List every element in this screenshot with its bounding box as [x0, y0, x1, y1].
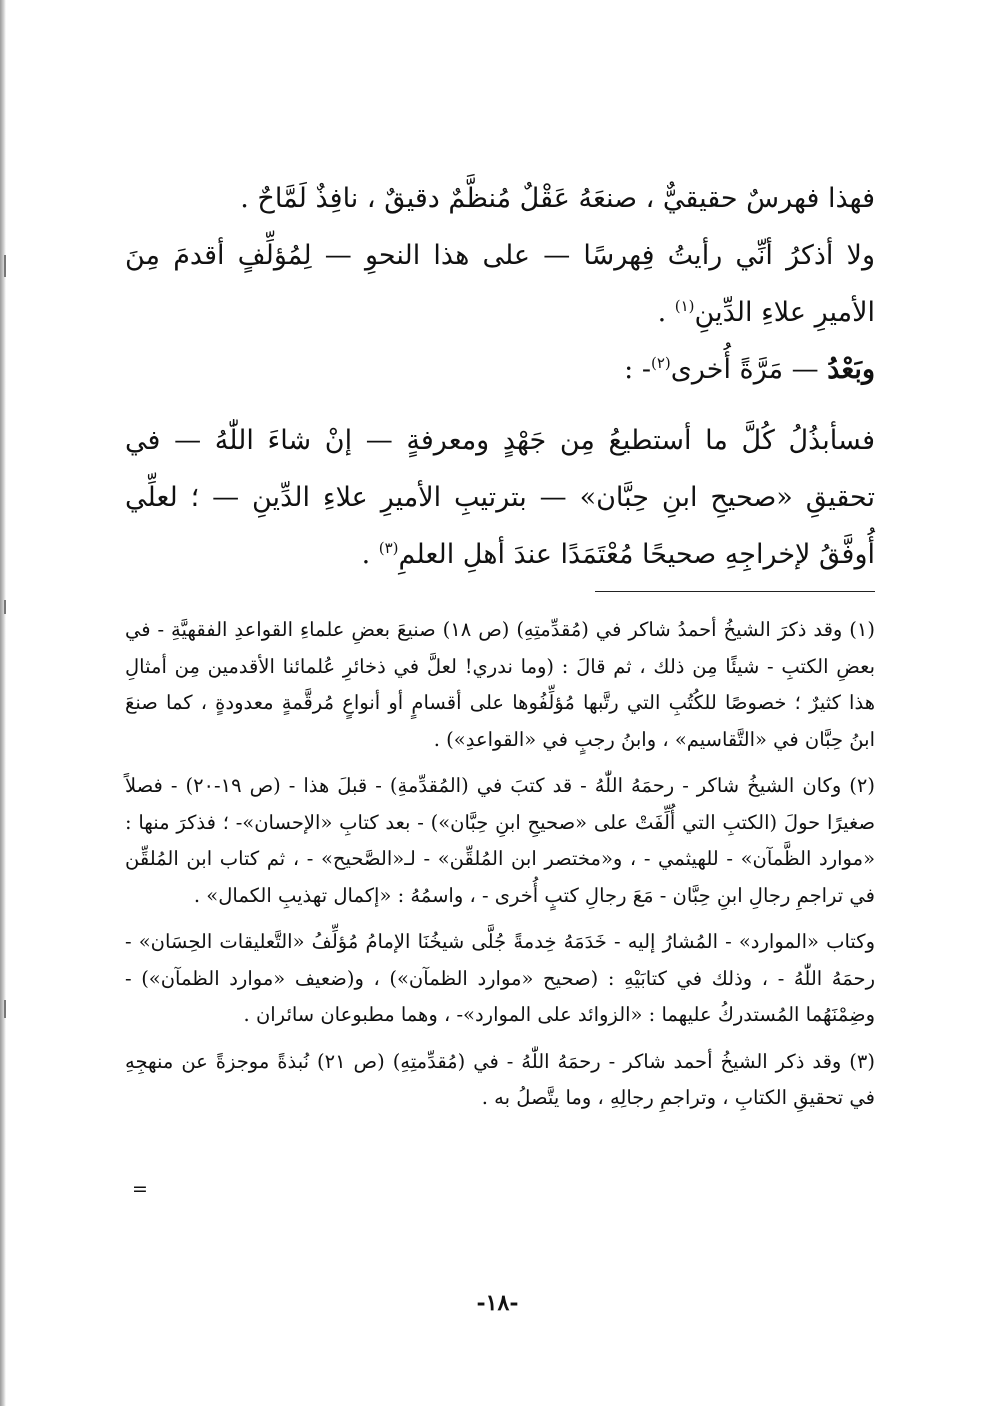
body-text: فهذا فهرسٌ حقيقيٌّ ، صنعَهُ عَقْلٌ مُنظَّمٌ دقيقٌ ، نافِذٌ لَمَّاحٌ . — [240, 183, 875, 214]
body-text: ولا أذكرُ أنِّي رأيتُ فِهرسًا — على هذا النحوِ — لِمُؤلِّفٍ أقدمَ مِنَ الأميرِ علاءِ الدِّينِ — [125, 240, 875, 328]
body-text: . — [657, 297, 675, 328]
continuation-mark: = — [132, 1178, 148, 1200]
body-paragraph-1 — [125, 170, 875, 227]
scan-edge — [0, 0, 6, 1406]
body-paragraph-2 — [125, 227, 875, 341]
body-paragraph-4 — [125, 412, 875, 583]
footnote-1: (١) وقد ذكرَ الشيخُ أحمدُ شاكر في (مُقدِّمتِهِ) (ص ١٨) صنيعَ بعضِ علماءِ القواعدِ الفقهيَّةِ - في بعضِ الكتبِ - شيئًا مِن ذلك ، ثم قالَ : (وما ندري! لعلَّ في ذخائرِ عُلمائنا الأقدمين مِن أمثالِ هذا كثيرٌ ؛ خصوصًا للكُتُبِ التي رتَّبها مُؤلِّفُوها على أقسامٍ أو أنواعٍ مُرقَّمةٍ معدودةٍ ، كما صنعَ ابنُ حِبَّان في «التَّقاسيم» ، وابنُ رجبٍ في «القواعدِ») . — [125, 618, 875, 751]
body-text: - : — [624, 354, 651, 385]
heading-word: وبَعْدُ — [827, 354, 875, 385]
body-text: — مَرَّةً أُخرى — [670, 354, 828, 385]
footnote-separator — [595, 591, 875, 592]
scan-mark — [4, 1000, 6, 1018]
footnote-ref-1: (١) — [674, 297, 695, 315]
scan-mark — [4, 255, 6, 277]
footnote-3: (٣) وقد ذكر الشيخُ أحمد شاكر - رحمَهُ اللّٰهُ - في (مُقدِّمتِهِ) (ص ٢١) نُبذةً موجزةً عن منهجِهِ في تحقيقِ الكتابِ ، وتراجمِ رجالِهِ ، وما يتَّصلُ به . — [125, 1049, 875, 1109]
footnote-ref-3: (٣) — [378, 539, 399, 557]
page-content — [125, 170, 875, 1127]
footnote-2: (٢) وكان الشيخُ شاكر - رحمَهُ اللّٰهُ - قد كتبَ في (المُقدِّمةِ) - قبلَ هذا - (ص ١٩-٢٠) - فصلاً صغيرًا حولَ (الكتبِ التي أُلِّفَتْ على «صحيحِ ابنِ حِبَّان») - بعد كتابِ «الإحسان»- ؛ فذكرَ منها : «موارد الظَّمآن» - للهيثمي - ، و«مختصر ابن المُلقِّن» - لـ«الصَّحيح» - ، ثم كتاب ابن المُلقِّن في تراجمِ رجالِ ابنِ حِبَّان - مَعَ رجالِ كتبٍ أُخرى - ، واسمُهُ : «إكمال تهذيبِ الكمال» . — [125, 774, 875, 907]
body-text: . — [361, 539, 379, 570]
footnote-2-continued: وكتاب «الموارد» - المُشارُ إليه - خَدَمَهُ خِدمةً جُلَّى شيخُنَا الإمامُ مُؤلِّفُ «التَّعليقات الحِسَان» - رحمَهُ اللّٰهُ - ، وذلك في كتابَيْهِ : (صحيح «موارد الظمآن») ، و(ضعيف «موارد الظمآن») - وضِمْنَهُما المُستدركُ عليهما : «الزوائد على الموارد»- ، وهما مطبوعان سائران . — [125, 930, 875, 1026]
body-paragraph-3 — [125, 341, 875, 398]
footnote-ref-2: (٢) — [650, 354, 671, 372]
scan-mark — [4, 600, 6, 614]
body-text: فسأبذُلُ كُلَّ ما أستطيعُ مِن جَهْدٍ ومعرفةٍ — إنْ شاءَ اللّٰهُ — في تحقيقِ «صحيحِ ابنِ حِبَّان» — بترتيبِ الأميرِ علاءِ الدِّينِ — ؛ لعلِّي أُوفَّقُ لإخراجِهِ صحيحًا مُعْتَمَدًا عندَ أهلِ العلمِ — [125, 425, 875, 570]
page-number: -١٨- — [476, 1290, 519, 1316]
